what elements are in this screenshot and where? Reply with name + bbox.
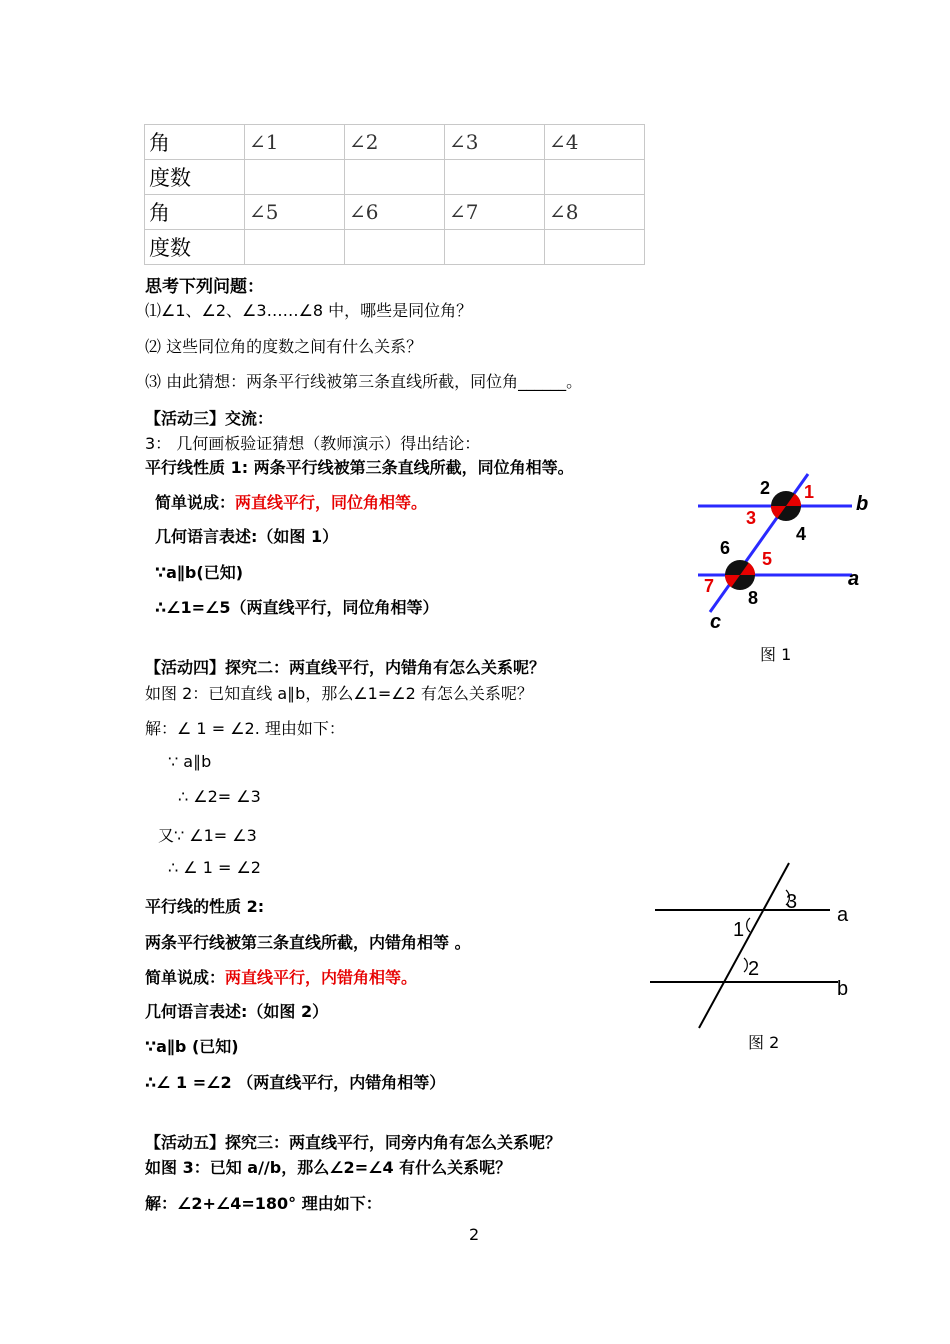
figure2-label-1: 1: [733, 919, 745, 941]
activity4-solution: 解：∠ 1 = ∠2. 理由如下：: [145, 719, 345, 738]
property2-therefore: ∴∠ 1 =∠2 （两直线平行，内错角相等）: [145, 1073, 446, 1092]
figure2-caption: 图 2: [748, 1033, 780, 1052]
property1-geo-lang: 几何语言表述:（如图 1）: [155, 527, 339, 546]
figure1-label-1: 1: [804, 482, 815, 502]
figure1-label-4: 4: [796, 524, 807, 544]
figure1-diagram: [690, 470, 890, 635]
table-row: [145, 125, 645, 160]
activity4-step4: ∴ ∠ 1 = ∠2: [168, 858, 261, 877]
transversal-line: [699, 863, 789, 1028]
think-title: 思考下列问题：: [145, 277, 264, 297]
property2-statement: 两条平行线被第三条直线所截，内错角相等 。: [145, 933, 471, 952]
activity3-item3: 3： 几何画板验证猜想（教师演示）得出结论：: [145, 434, 481, 453]
figure2-diagram: [640, 858, 865, 1033]
table-cell: [545, 230, 645, 265]
page-number: 2: [469, 1225, 480, 1244]
simple-red-text: 两直线平行，同位角相等。: [235, 493, 428, 512]
figure2-label-a: a: [837, 904, 849, 926]
table-cell: [345, 230, 445, 265]
table-cell: [345, 160, 445, 195]
table-cell: [545, 160, 645, 195]
simple-prefix: 简单说成：: [145, 968, 226, 987]
table-cell: 角: [145, 195, 245, 230]
property1-therefore: ∴∠1=∠5（两直线平行，同位角相等）: [155, 598, 439, 617]
table-cell: ∠5: [245, 195, 345, 230]
figure1-label-2: 2: [760, 478, 771, 498]
table-cell: 角: [145, 125, 245, 160]
figure2-label-b: b: [837, 978, 849, 1000]
angle2-arc: [744, 958, 747, 972]
table-row: [145, 230, 645, 265]
think-question-3: ⑶ 由此猜想：两条平行线被第三条直线所截，同位角______。: [145, 372, 583, 391]
table-row: [145, 195, 645, 230]
table-cell: [445, 230, 545, 265]
figure2-label-3: 3: [786, 891, 798, 913]
table-cell: ∠8: [545, 195, 645, 230]
table-cell: [445, 160, 545, 195]
property2-geo-lang: 几何语言表述:（如图 2）: [145, 1002, 329, 1021]
table-cell: 度数: [145, 160, 245, 195]
table-cell: ∠6: [345, 195, 445, 230]
figure1-label-a: a: [848, 568, 860, 590]
activity3-heading: 【活动三】交流：: [145, 409, 274, 428]
figure1-label-b: b: [856, 493, 869, 515]
angle1-arc: [747, 918, 750, 932]
property1-statement: 平行线性质 1: 两条平行线被第三条直线所截，同位角相等。: [145, 458, 574, 477]
figure1-label-c: c: [710, 611, 722, 633]
figure1-label-5: 5: [762, 549, 773, 569]
angle-table: [144, 124, 645, 265]
activity4-heading: 【活动四】探究二：两直线平行，内错角有怎么关系呢？: [145, 658, 546, 677]
activity4-intro: 如图 2：已知直线 a∥b，那么∠1=∠2 有怎么关系呢？: [145, 684, 533, 703]
table-cell: ∠4: [545, 125, 645, 160]
table-row: [145, 160, 645, 195]
figure1-label-8: 8: [748, 588, 759, 608]
table-cell: [245, 160, 345, 195]
simple-red-text: 两直线平行，内错角相等。: [225, 968, 418, 987]
activity5-heading: 【活动五】探究三：两直线平行，同旁内角有怎么关系呢？: [145, 1133, 562, 1152]
table-cell: ∠2: [345, 125, 445, 160]
table-cell: ∠7: [445, 195, 545, 230]
figure1-label-7: 7: [704, 576, 715, 596]
figure1-label-6: 6: [720, 538, 731, 558]
figure1-caption: 图 1: [760, 645, 792, 664]
think-question-2: ⑵ 这些同位角的度数之间有什么关系？: [145, 337, 423, 356]
figure1-label-3: 3: [746, 508, 757, 528]
activity5-solution: 解：∠2+∠4=180° 理由如下：: [145, 1194, 382, 1213]
activity4-step2: ∴ ∠2= ∠3: [178, 787, 261, 806]
property2-title: 平行线的性质 2:: [145, 897, 265, 916]
table-cell: ∠3: [445, 125, 545, 160]
think-question-1: ⑴∠1、∠2、∠3……∠8 中，哪些是同位角？: [145, 301, 473, 320]
activity5-intro: 如图 3：已知 a//b，那么∠2=∠4 有什么关系呢？: [145, 1158, 512, 1177]
property2-because: ∵a∥b (已知): [145, 1037, 239, 1056]
property1-simple: [155, 490, 427, 513]
activity4-step3: 又∵ ∠1= ∠3: [158, 826, 257, 845]
figure2-label-2: 2: [748, 958, 760, 980]
activity4-step1: ∵ a∥b: [168, 752, 212, 771]
table-cell: 度数: [145, 230, 245, 265]
table-cell: [245, 230, 345, 265]
simple-prefix: 简单说成：: [155, 493, 236, 512]
property1-because: ∵a∥b(已知): [155, 563, 244, 582]
table-cell: ∠1: [245, 125, 345, 160]
property2-simple: [145, 965, 417, 988]
